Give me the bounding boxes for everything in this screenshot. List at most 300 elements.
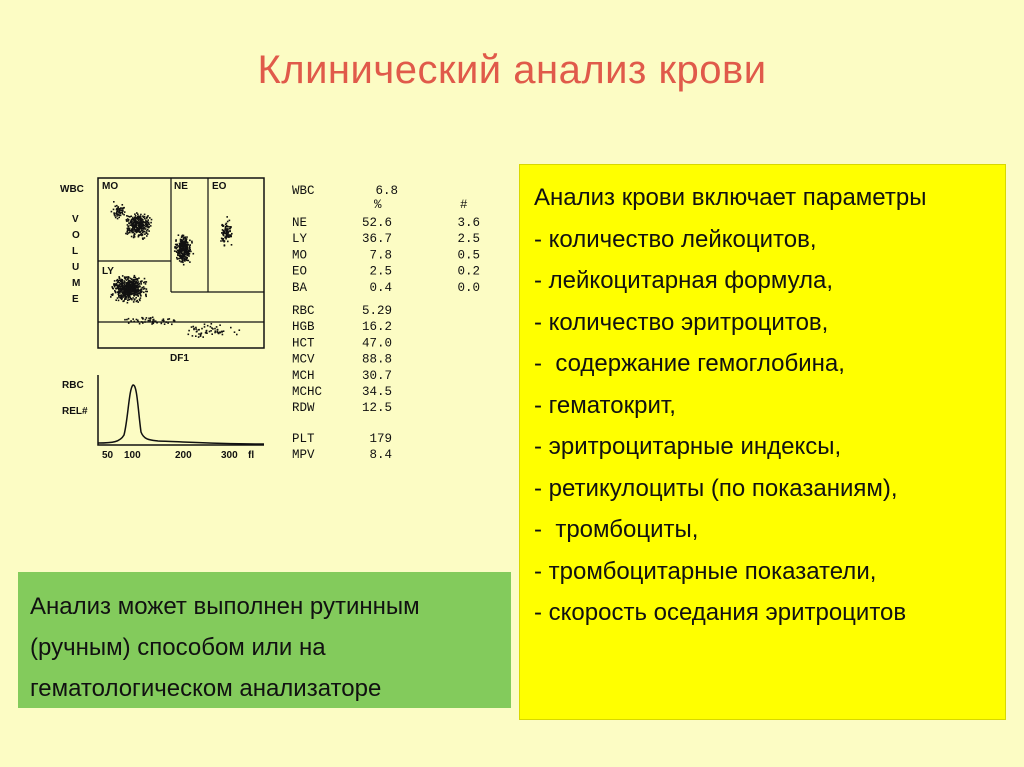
scatter-dot (113, 209, 115, 211)
note-line: Анализ может выполнен рутинным (30, 593, 420, 620)
scatter-dot (198, 329, 200, 331)
scatter-dot (134, 217, 136, 219)
scatter-dot (147, 215, 149, 217)
scatter-dot (229, 228, 231, 230)
result-percent: 2.5 (369, 264, 392, 279)
scatter-dot (175, 240, 177, 242)
scatter-dot (210, 330, 212, 332)
scatter-dot (150, 317, 152, 319)
scatter-dot (187, 242, 189, 244)
scatter-dot (131, 287, 133, 289)
parameters-box (519, 164, 1006, 720)
scatter-dot (193, 328, 195, 330)
scatter-dot (123, 293, 125, 295)
scatter-dot (223, 330, 225, 332)
scatter-dot (179, 260, 181, 262)
scatter-dot (140, 215, 142, 217)
scatter-dot (125, 278, 127, 280)
scatter-dot (139, 323, 141, 325)
scatter-dot (118, 206, 120, 208)
scatter-dot (183, 264, 185, 266)
scatter-dot (161, 323, 163, 325)
scatter-dot (144, 237, 146, 239)
scatter-dot (176, 257, 178, 259)
scatter-dot (135, 223, 137, 225)
scatter-y-axis-letter: E (72, 294, 79, 305)
scatter-dot (119, 213, 121, 215)
scatter-dot (182, 258, 184, 260)
scatter-dot (127, 299, 129, 301)
scatter-dot (146, 288, 148, 290)
scatter-dot (143, 288, 145, 290)
scatter-dot (220, 240, 222, 242)
scatter-dot (125, 297, 127, 299)
scatter-dot (139, 290, 141, 292)
analyzer-printout (58, 170, 498, 470)
scatter-dot (193, 253, 195, 255)
scatter-dot (142, 219, 144, 221)
abs-header: # (460, 198, 468, 212)
scatter-dot (229, 220, 231, 222)
scatter-dot (167, 322, 169, 324)
scatter-dot (221, 331, 223, 333)
scatter-dot (119, 209, 121, 211)
scatter-dot (224, 245, 226, 247)
scatter-dot (131, 224, 133, 226)
scatter-dot (148, 320, 150, 322)
scatter-dot (178, 255, 180, 257)
scatter-dot (137, 321, 139, 323)
result-percent: 7.8 (369, 248, 392, 263)
scatter-dot (140, 283, 142, 285)
scatter-dot (142, 234, 144, 236)
scatter-dot (127, 283, 129, 285)
scatter-dot (145, 319, 147, 321)
scatter-dot (135, 277, 137, 279)
result-percent: 36.7 (361, 232, 392, 247)
result-value: 34.5 (361, 385, 392, 399)
scatter-dot (211, 333, 213, 335)
scatter-dot (133, 283, 135, 285)
scatter-dot (143, 231, 145, 233)
scatter-dot (126, 231, 128, 233)
scatter-dot (140, 218, 142, 220)
scatter-dot (178, 250, 180, 252)
scatter-plot (60, 178, 264, 364)
scatter-dot (179, 243, 181, 245)
scatter-dot (188, 260, 190, 262)
scatter-dot (216, 326, 218, 328)
result-percent: 0.4 (369, 280, 392, 295)
region-label-mo: MO (102, 181, 119, 192)
scatter-dot (124, 284, 126, 286)
scatter-dot (127, 218, 129, 220)
scatter-dot (118, 217, 120, 219)
scatter-dot (211, 323, 213, 325)
scatter-dot (134, 213, 136, 215)
scatter-dot (121, 210, 123, 212)
scatter-dot (118, 300, 120, 302)
scatter-dot (134, 275, 136, 277)
scatter-dot (136, 278, 138, 280)
scatter-dot (222, 334, 224, 336)
scatter-dot (122, 208, 124, 210)
result-absolute: 2.5 (457, 232, 480, 247)
scatter-dot (201, 328, 203, 330)
scatter-dot (127, 297, 129, 299)
scatter-dot (226, 231, 228, 233)
scatter-dot (143, 292, 145, 294)
scatter-dot (229, 236, 231, 238)
scatter-dot (137, 230, 139, 232)
scatter-dot (125, 233, 127, 235)
scatter-dot (122, 284, 124, 286)
scatter-dot (130, 298, 132, 300)
scatter-dot (192, 335, 194, 337)
scatter-dot (139, 221, 141, 223)
scatter-dot (191, 326, 193, 328)
scatter-dot (178, 245, 180, 247)
scatter-dot (122, 301, 124, 303)
scatter-dot (134, 234, 136, 236)
scatter-dot (124, 211, 126, 213)
scatter-dot (151, 219, 153, 221)
result-value: 30.7 (361, 368, 392, 383)
parameter-line: Анализ крови включает параметры (534, 184, 927, 211)
scatter-dot (173, 320, 175, 322)
scatter-dot (121, 287, 123, 289)
scatter-dot (182, 250, 184, 252)
scatter-dot (227, 241, 229, 243)
scatter-dot (119, 277, 121, 279)
scatter-dot (176, 247, 178, 249)
scatter-dot (204, 324, 206, 326)
scatter-x-label: DF1 (170, 353, 189, 364)
parameter-line: - ретикулоциты (по показаниям), (534, 474, 898, 502)
scatter-dot (145, 283, 147, 285)
scatter-dot (206, 332, 208, 334)
scatter-dot (195, 327, 197, 329)
scatter-dot (130, 320, 132, 322)
scatter-dot (155, 320, 157, 322)
scatter-dot (131, 221, 133, 223)
scatter-dot (146, 317, 148, 319)
result-name: MPV (292, 448, 315, 463)
result-value: 12.5 (361, 401, 392, 416)
result-percent: 52.6 (361, 216, 392, 230)
scatter-dot (224, 232, 226, 234)
scatter-dot (133, 277, 135, 279)
scatter-dot (146, 291, 148, 293)
scatter-dot (185, 254, 187, 256)
scatter-dot (227, 228, 229, 230)
scatter-dot (144, 233, 146, 235)
result-name: MCHC (292, 385, 323, 399)
scatter-dot (145, 226, 147, 228)
scatter-dot (122, 204, 124, 206)
scatter-dot (182, 245, 184, 247)
scatter-dot (230, 226, 232, 228)
scatter-dot (116, 205, 118, 207)
result-name: MCV (292, 352, 315, 367)
scatter-dot (134, 228, 136, 230)
scatter-dot (133, 287, 135, 289)
scatter-dot (223, 238, 225, 240)
scatter-y-axis-letter: V (72, 214, 79, 225)
scatter-dot (126, 296, 128, 298)
scatter-dot (116, 212, 118, 214)
result-name: RBC (292, 304, 315, 318)
scatter-dot (147, 219, 149, 221)
scatter-dot (152, 317, 154, 319)
result-value: 47.0 (361, 336, 392, 351)
scatter-dot (144, 225, 146, 227)
parameter-line: - тромбоциты, (534, 516, 699, 543)
wbc-value: 6.8 (375, 184, 398, 198)
scatter-dot (136, 227, 138, 229)
scatter-dot (140, 231, 142, 233)
scatter-dot (184, 244, 186, 246)
scatter-dot (162, 320, 164, 322)
scatter-dot (118, 295, 120, 297)
scatter-y-axis-letter: U (72, 262, 80, 273)
scatter-dot (226, 216, 228, 218)
result-value: 8.4 (369, 448, 392, 463)
scatter-dot (227, 233, 229, 235)
scatter-dot (223, 225, 225, 227)
region-label-ne: NE (174, 181, 188, 192)
slide-title: Клинический анализ крови (257, 48, 767, 92)
parameter-line: - эритроцитарные индексы, (534, 433, 842, 460)
scatter-dot (239, 329, 241, 331)
scatter-dot (114, 280, 116, 282)
scatter-dot (190, 251, 192, 253)
scatter-dot (115, 299, 117, 301)
scatter-dot (181, 255, 183, 257)
scatter-dot (142, 223, 144, 225)
scatter-dot (236, 334, 238, 336)
result-value: 16.2 (361, 320, 392, 335)
scatter-dot (127, 229, 129, 231)
scatter-dot (137, 289, 139, 291)
scatter-dot (153, 320, 155, 322)
scatter-dot (231, 233, 233, 235)
scatter-dot (137, 320, 139, 322)
scatter-dot (125, 277, 127, 279)
scatter-dot (152, 321, 154, 323)
scatter-dot (200, 333, 202, 335)
scatter-dot (138, 284, 140, 286)
scatter-dot (137, 217, 139, 219)
scatter-dot (169, 318, 171, 320)
scatter-dot (113, 283, 115, 285)
scatter-dot (198, 333, 200, 335)
scatter-dot (133, 227, 135, 229)
scatter-dot (186, 260, 188, 262)
scatter-dot (135, 225, 137, 227)
scatter-dot (189, 247, 191, 249)
result-value: 179 (369, 432, 392, 446)
scatter-dot (227, 221, 229, 223)
scatter-dot (127, 226, 129, 228)
parameter-line: - содержание гемоглобина, (534, 350, 845, 377)
scatter-dot (221, 232, 223, 234)
scatter-dot (147, 229, 149, 231)
scatter-dot (150, 225, 152, 227)
scatter-dot (132, 231, 134, 233)
scatter-dot (123, 214, 125, 216)
scatter-dot (116, 284, 118, 286)
scatter-y-axis-letter: M (72, 278, 81, 289)
scatter-dot (150, 222, 152, 224)
scatter-dot (141, 228, 143, 230)
scatter-dot (126, 215, 128, 217)
result-name: NE (292, 216, 308, 230)
note-box (18, 572, 511, 708)
result-absolute: 0.5 (457, 248, 480, 263)
scatter-dot (131, 236, 133, 238)
parameter-line: - лейкоцитарная формула, (534, 267, 834, 294)
scatter-dot (149, 217, 151, 219)
scatter-dot (188, 334, 190, 336)
scatter-dot (144, 216, 146, 218)
scatter-dot (132, 318, 134, 320)
hist-tick: 100 (124, 450, 141, 461)
scatter-dot (135, 281, 137, 283)
scatter-dot (122, 283, 124, 285)
scatter-dot (147, 224, 149, 226)
scatter-dot (129, 232, 131, 234)
scatter-dot (138, 215, 140, 217)
scatter-dot (189, 249, 191, 251)
scatter-dot (145, 294, 147, 296)
scatter-dot (143, 228, 145, 230)
scatter-dot (118, 281, 120, 283)
scatter-dot (136, 319, 138, 321)
scatter-dot (130, 281, 132, 283)
scatter-dot (117, 214, 119, 216)
scatter-dot (133, 301, 135, 303)
wbc-name: WBC (292, 184, 315, 198)
scatter-dot (122, 275, 124, 277)
scatter-dot (140, 281, 142, 283)
scatter-dot (153, 323, 155, 325)
scatter-dot (136, 300, 138, 302)
scatter-dot (115, 291, 117, 293)
scatter-dot (131, 278, 133, 280)
scatter-dot (128, 318, 130, 320)
scatter-dot (127, 285, 129, 287)
scatter-dot (125, 292, 127, 294)
scatter-dot (181, 241, 183, 243)
pct-header: % (374, 198, 382, 212)
scatter-dot (182, 260, 184, 262)
scatter-dot (206, 330, 208, 332)
scatter-dot (142, 318, 144, 320)
scatter-dot (122, 293, 124, 295)
scatter-dot (230, 327, 232, 329)
scatter-dot (129, 296, 131, 298)
scatter-dot (116, 215, 118, 217)
scatter-dot (185, 236, 187, 238)
scatter-dot (149, 320, 151, 322)
scatter-dot (180, 240, 182, 242)
results-table (292, 184, 480, 462)
scatter-dot (184, 260, 186, 262)
scatter-dot (205, 332, 207, 334)
parameter-line: - гематокрит, (534, 391, 676, 419)
scatter-dot (124, 281, 126, 283)
scatter-dot (131, 290, 133, 292)
hist-tick: 300 (221, 450, 238, 461)
result-absolute: 0.2 (457, 264, 480, 279)
scatter-dot (186, 254, 188, 256)
result-name: MO (292, 248, 308, 263)
parameter-line: - количество эритроцитов, (534, 308, 829, 336)
scatter-dot (148, 230, 150, 232)
scatter-dot (174, 250, 176, 252)
scatter-dot (127, 278, 129, 280)
result-absolute: 0.0 (457, 280, 480, 295)
scatter-dot (118, 211, 120, 213)
scatter-dot (187, 244, 189, 246)
scatter-dot (115, 217, 117, 219)
scatter-dot (136, 221, 138, 223)
scatter-dot (148, 222, 150, 224)
scatter-dot (204, 326, 206, 328)
scatter-dot (140, 297, 142, 299)
scatter-dot (137, 294, 139, 296)
scatter-dot (135, 215, 137, 217)
scatter-dot (142, 322, 144, 324)
scatter-dot (156, 322, 158, 324)
scatter-dot (142, 215, 144, 217)
result-name: LY (292, 232, 308, 247)
scatter-dot (178, 252, 180, 254)
hist-tick: 50 (102, 450, 114, 461)
scatter-dot (222, 234, 224, 236)
scatter-dot (175, 247, 177, 249)
result-name: HCT (292, 336, 315, 351)
scatter-dot (128, 299, 130, 301)
scatter-dot (231, 244, 233, 246)
scatter-dot (189, 261, 191, 263)
scatter-dot (130, 291, 132, 293)
parameter-line: - скорость оседания эритроцитов (534, 599, 907, 626)
scatter-dot (140, 214, 142, 216)
scatter-dot (146, 235, 148, 237)
scatter-dot (142, 226, 144, 228)
scatter-dot (165, 321, 167, 323)
scatter-dot (138, 228, 140, 230)
scatter-dot (210, 326, 212, 328)
parameter-line: - количество лейкоцитов, (534, 225, 817, 253)
scatter-dot (138, 225, 140, 227)
note-line: гематологическом анализаторе (30, 675, 382, 702)
scatter-dot (137, 214, 139, 216)
scatter-dot (181, 244, 183, 246)
scatter-dot (193, 326, 195, 328)
scatter-dot (144, 321, 146, 323)
scatter-dot (136, 290, 138, 292)
scatter-dot (144, 214, 146, 216)
scatter-dot (153, 319, 155, 321)
scatter-dot (219, 331, 221, 333)
scatter-dot (145, 220, 147, 222)
scatter-dot (183, 238, 185, 240)
scatter-dot (133, 219, 135, 221)
scatter-dot (142, 232, 144, 234)
